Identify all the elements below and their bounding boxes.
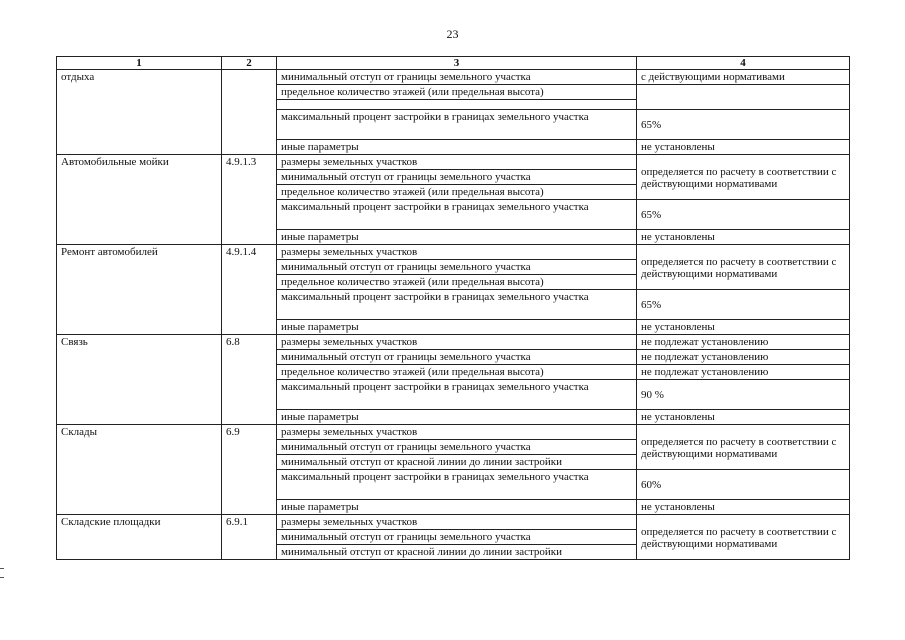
header-col-4: 4	[637, 57, 850, 70]
param-cell: минимальный отступ от границы земельного участка	[277, 70, 637, 85]
table-row	[57, 155, 850, 170]
use-type-name: Автомобильные мойки	[57, 155, 222, 245]
param-cell: максимальный процент застройки в границах земельного участка	[277, 110, 637, 140]
param-cell: размеры земельных участков	[277, 425, 637, 440]
value-cell: определяется по расчету в соответствии с действующими нормативами	[637, 425, 850, 470]
value-cell: 65%	[637, 200, 850, 230]
param-cell: минимальный отступ от границы земельного участка	[277, 440, 637, 455]
table-row	[57, 70, 850, 85]
param-cell: минимальный отступ от границы земельного участка	[277, 530, 637, 545]
use-type-name: отдыха	[57, 70, 222, 155]
param-cell: максимальный процент застройки в границах земельного участка	[277, 380, 637, 410]
param-cell-empty	[277, 100, 637, 110]
use-type-name: Связь	[57, 335, 222, 425]
param-cell: иные параметры	[277, 500, 637, 515]
param-cell: предельное количество этажей (или предельная высота)	[277, 365, 637, 380]
table-row	[57, 425, 850, 440]
param-cell: иные параметры	[277, 410, 637, 425]
use-type-name: Ремонт автомобилей	[57, 245, 222, 335]
param-cell: минимальный отступ от границы земельного участка	[277, 350, 637, 365]
param-cell: минимальный отступ от границы земельного участка	[277, 170, 637, 185]
value-cell: 60%	[637, 470, 850, 500]
param-cell: размеры земельных участков	[277, 335, 637, 350]
value-cell: определяется по расчету в соответствии с действующими нормативами	[637, 515, 850, 560]
value-cell: не установлены	[637, 140, 850, 155]
value-cell: не подлежат установлению	[637, 365, 850, 380]
table-row	[57, 515, 850, 530]
value-cell: 90 %	[637, 380, 850, 410]
value-cell	[637, 85, 850, 110]
value-cell: не подлежат установлению	[637, 350, 850, 365]
value-cell: определяется по расчету в соответствии с действующими нормативами	[637, 245, 850, 290]
value-cell: не установлены	[637, 500, 850, 515]
param-cell: размеры земельных участков	[277, 515, 637, 530]
value-cell: 65%	[637, 290, 850, 320]
value-cell: 65%	[637, 110, 850, 140]
param-cell: минимальный отступ от красной линии до линии застройки	[277, 455, 637, 470]
use-type-code	[222, 70, 277, 155]
param-cell: иные параметры	[277, 320, 637, 335]
value-cell: не подлежат установлению	[637, 335, 850, 350]
param-cell: размеры земельных участков	[277, 155, 637, 170]
use-type-code: 6.9.1	[222, 515, 277, 560]
value-cell: не установлены	[637, 230, 850, 245]
scan-margin-mark	[0, 568, 4, 578]
use-type-name: Складские площадки	[57, 515, 222, 560]
table-row	[57, 335, 850, 350]
param-cell: иные параметры	[277, 140, 637, 155]
param-cell: максимальный процент застройки в границах земельного участка	[277, 470, 637, 500]
use-type-name: Склады	[57, 425, 222, 515]
header-col-2: 2	[222, 57, 277, 70]
use-type-code: 6.9	[222, 425, 277, 515]
param-cell: предельное количество этажей (или предельная высота)	[277, 85, 637, 100]
param-cell: предельное количество этажей (или предельная высота)	[277, 275, 637, 290]
param-cell: предельное количество этажей (или предельная высота)	[277, 185, 637, 200]
param-cell: минимальный отступ от границы земельного участка	[277, 260, 637, 275]
use-type-code: 6.8	[222, 335, 277, 425]
param-cell: иные параметры	[277, 230, 637, 245]
header-col-3: 3	[277, 57, 637, 70]
use-type-code: 4.9.1.4	[222, 245, 277, 335]
table-row	[57, 245, 850, 260]
use-type-code: 4.9.1.3	[222, 155, 277, 245]
value-cell: с действующими нормативами	[637, 70, 850, 85]
page-number: 23	[446, 27, 459, 41]
param-cell: максимальный процент застройки в границах земельного участка	[277, 200, 637, 230]
regulations-table	[56, 56, 850, 560]
header-col-1: 1	[57, 57, 222, 70]
param-cell: минимальный отступ от красной линии до линии застройки	[277, 545, 637, 560]
header-row	[57, 57, 850, 70]
value-cell: не установлены	[637, 320, 850, 335]
param-cell: размеры земельных участков	[277, 245, 637, 260]
value-cell: определяется по расчету в соответствии с действующими нормативами	[637, 155, 850, 200]
value-cell: не установлены	[637, 410, 850, 425]
param-cell: максимальный процент застройки в границах земельного участка	[277, 290, 637, 320]
